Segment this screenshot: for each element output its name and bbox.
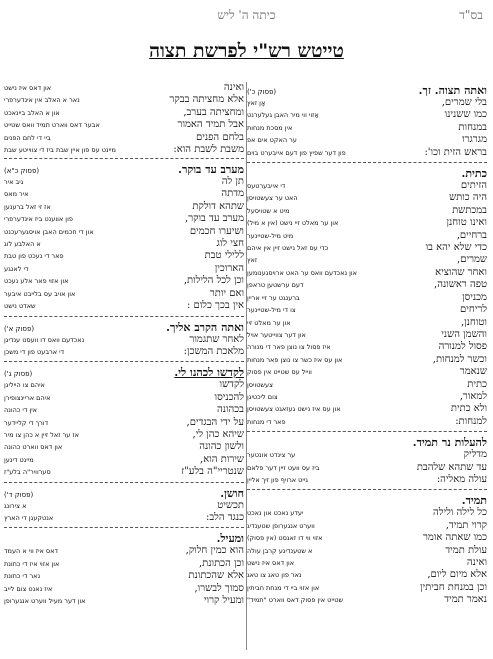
yiddish-translation: איר מאס	[4, 190, 29, 199]
translation-row	[247, 449, 487, 461]
verse-reference: (פסוק א')	[4, 324, 35, 333]
yiddish-translation: ווייל עס שטייט אין פסוק	[247, 368, 312, 377]
hebrew-phrase: תכשיט	[217, 499, 244, 511]
translation-row	[4, 132, 244, 144]
hebrew-phrase: כתית	[467, 378, 487, 390]
translation-row	[247, 391, 487, 403]
verse-section	[4, 487, 244, 529]
hebrew-phrase: בלחם הפנים	[196, 131, 244, 143]
yiddish-translation: פון אווענט ביז אינדערפרי	[4, 215, 73, 224]
translation-row	[247, 109, 487, 121]
section-heading	[247, 494, 487, 507]
translation-row	[247, 366, 487, 378]
translation-row	[247, 122, 487, 134]
yiddish-translation: און ער מאלט זיי	[247, 318, 291, 327]
translation-row	[247, 205, 487, 217]
hebrew-phrase: מערב עד בוקר,	[185, 213, 244, 225]
yiddish-translation: אַזוי ווי מיר האבן געלערנט	[247, 111, 319, 120]
verse-section	[247, 167, 487, 432]
yiddish-translation: און דאס איז נישט	[4, 84, 52, 92]
translation-row	[4, 188, 244, 200]
hebrew-phrase: מלאכת המשכן:	[183, 345, 244, 357]
hebrew-phrase: משבת לשבת הוא:	[173, 144, 244, 156]
section-title: תמיד.	[461, 494, 487, 508]
hebrew-phrase: ומעיל קרוי	[203, 595, 244, 606]
translation-row	[247, 403, 487, 415]
hebrew-phrase: למאור,	[459, 390, 487, 402]
translation-row	[4, 300, 244, 312]
hebrew-phrase: כל לילה ולילה	[433, 507, 487, 519]
translation-row	[247, 341, 487, 353]
verse-section	[4, 163, 244, 316]
verse-section	[247, 436, 487, 490]
yiddish-translation: ביז עס וועט זיין דער פלאם	[247, 463, 320, 472]
left-column	[4, 82, 247, 650]
verse-section	[247, 84, 487, 163]
yiddish-translation: און דער מעיל ווערט אנגערופן	[4, 597, 86, 605]
yiddish-translation: אין מסכת מנחות	[247, 123, 293, 132]
hebrew-phrase: וכן הכתונת,	[199, 557, 244, 569]
hebrew-phrase: בראש הזית וכו':	[424, 146, 487, 158]
section-heading	[4, 163, 244, 176]
yiddish-translation: אין די כהונה	[4, 406, 38, 415]
translation-row	[247, 217, 487, 229]
yiddish-translation: און דאס ווארט כהונה	[4, 443, 63, 452]
section-heading	[4, 366, 244, 379]
yiddish-translation: די לאנגע	[4, 264, 29, 273]
yiddish-translation: האט ער צעשטויסן	[247, 194, 298, 203]
yiddish-translation: איז פסול צו נוצן פאר די מנורה	[247, 343, 331, 352]
translation-row	[4, 595, 244, 607]
translation-row	[247, 230, 487, 242]
hebrew-phrase: פסול למנורה	[438, 341, 487, 353]
translation-row	[247, 507, 487, 519]
hebrew-phrase: וכן לכל הלילות,	[183, 275, 244, 287]
hebrew-phrase: הזיתים	[460, 180, 487, 192]
hebrew-phrase: לאחר שתגמור	[189, 333, 244, 345]
translation-row	[4, 238, 244, 250]
yiddish-translation: גייט ארויף פון זיך אליין	[247, 475, 308, 484]
hebrew-phrase: ושיערו חכמים	[189, 225, 244, 237]
yiddish-translation: און עס איז כשר צו נוצן פאר מנחות	[247, 355, 343, 364]
yiddish-translation: צו די מיל-שטיינער	[247, 306, 296, 315]
bsd-mark: בס"ד	[459, 8, 483, 22]
translation-row	[4, 512, 244, 524]
hebrew-phrase: ומחציתה בערב,	[183, 106, 244, 118]
translation-row	[247, 292, 487, 304]
hebrew-phrase: מדליק	[463, 449, 487, 461]
section-heading	[247, 84, 487, 97]
yiddish-translation: א צירונג	[4, 501, 27, 510]
translation-row	[247, 267, 487, 279]
section-title: ומעיל.	[216, 532, 244, 546]
translation-row	[4, 404, 244, 416]
translation-row	[247, 134, 487, 146]
hebrew-phrase: מגרגרו	[462, 134, 487, 146]
translation-row	[4, 144, 244, 155]
yiddish-translation: דורך די קליידער	[4, 418, 49, 427]
section-title: ואתה הקרב אליך.	[166, 320, 244, 334]
yiddish-translation: אזוי ווי דו זאגסט (אין פסוק)	[247, 534, 323, 543]
verse-section	[4, 532, 244, 610]
hebrew-phrase: היה כותש	[449, 192, 487, 204]
yiddish-translation: שטייט אין פסוק דאס ווארט "תמיד"	[247, 596, 344, 605]
hebrew-phrase: סמוך לבשרו,	[194, 582, 244, 594]
translation-row	[247, 462, 487, 474]
translation-row	[4, 119, 244, 131]
yiddish-translation: צעשטויסן	[247, 380, 273, 389]
yiddish-translation: א שטענדיגע קרבן עולה	[247, 546, 313, 555]
translation-row	[4, 288, 244, 300]
translation-row	[4, 500, 244, 512]
yiddish-translation: דאס איז ווי א העמד	[4, 547, 59, 556]
translation-row	[4, 441, 244, 453]
verse-reference: (פסוק ג')	[4, 370, 33, 379]
hebrew-phrase: שיהא כהן לי,	[192, 428, 244, 440]
yiddish-translation: פאר די נעכט פון טבת	[4, 252, 64, 261]
hebrew-phrase: וטוחנן,	[460, 316, 487, 328]
translation-row	[4, 429, 244, 441]
yiddish-translation: און א האלב ביינאכט	[4, 108, 60, 117]
hebrew-phrase: עד שתהא שלהבת	[416, 461, 487, 473]
hebrew-phrase: אלא מיום ליום,	[427, 569, 487, 581]
hebrew-phrase: מכניסן	[462, 291, 487, 303]
hebrew-phrase: כמו ששנינו	[444, 109, 487, 121]
yiddish-translation: און אזוי ביי די מנחת חביתין	[247, 583, 320, 592]
yiddish-translation: פון דער שפיץ פון דעם אייבערט בוים	[247, 148, 346, 157]
hebrew-phrase: בכהונה	[216, 404, 244, 416]
translation-row	[4, 94, 244, 106]
yiddish-translation: און אויב עס בלייבט איבער	[4, 289, 76, 298]
translation-row	[4, 392, 244, 404]
yiddish-translation: אנטקעגן די הארץ	[4, 513, 54, 522]
hebrew-phrase: נאמר תמיד	[444, 594, 487, 606]
verse-reference: (פסוק כ')	[247, 88, 277, 96]
yiddish-translation: דעם ערשטען טראפן	[247, 281, 304, 290]
translation-row	[247, 304, 487, 316]
hebrew-phrase: ואם יותר	[209, 287, 244, 299]
translation-row	[4, 346, 244, 358]
section-heading	[247, 436, 487, 449]
section-title: לקדשו לכהנו לי.	[174, 366, 244, 380]
yiddish-translation: איהם צו הייליגן	[4, 381, 45, 390]
hebrew-phrase: שנאמר	[459, 366, 487, 378]
section-title: להעלות נר תמיד.	[412, 436, 487, 450]
hebrew-phrase: כדי שלא יהא בו	[425, 242, 487, 254]
yiddish-translation: און דער צווייטער אויל	[247, 330, 306, 339]
hebrew-phrase: ואינה	[223, 82, 244, 93]
translation-row	[247, 180, 487, 192]
hebrew-phrase: ואינו טוחנן	[446, 217, 487, 229]
translation-row	[247, 354, 487, 366]
translation-row	[4, 263, 244, 275]
hebrew-phrase: ללילי טבת	[204, 250, 244, 262]
hebrew-phrase: אלא מחציתה בבקר	[169, 94, 244, 106]
translation-row	[4, 275, 244, 287]
yiddish-translation: נאר א האלב אין אינדערפרי	[4, 96, 80, 105]
section-title: מערב עד בוקר.	[178, 163, 244, 177]
hebrew-phrase: ואינה	[466, 557, 487, 568]
translation-row	[247, 545, 487, 557]
right-column	[247, 82, 487, 614]
hebrew-phrase: עולה מאליה:	[436, 473, 487, 485]
translation-row	[4, 250, 244, 262]
yiddish-translation: א האלבע לוג	[4, 240, 41, 249]
yiddish-translation: און עס איז נישט געזאגט צעשטויסן	[247, 405, 341, 414]
translation-row	[4, 107, 244, 119]
yiddish-translation: אז זי זאל ברענען	[4, 202, 51, 211]
yiddish-translation: איהם אריינצופירן	[4, 393, 51, 402]
translation-row	[247, 97, 487, 109]
yiddish-translation: נאכדעם וואס דו וועסט ענדיגן	[4, 335, 85, 344]
section-heading	[4, 487, 244, 500]
hebrew-phrase: שירות הוא,	[200, 453, 244, 465]
hebrew-phrase: תן לה	[221, 176, 244, 188]
yiddish-translation: און די חכמים האבן אויסגערעכנט	[4, 227, 94, 236]
translation-row	[4, 545, 244, 557]
hebrew-phrase: שמרים,	[457, 254, 487, 266]
yiddish-translation: שאדט נישט	[4, 302, 36, 311]
translation-row	[4, 583, 244, 595]
translation-row	[247, 279, 487, 291]
translation-row	[247, 594, 487, 606]
yiddish-translation: ברענגט ער זיי אריין	[247, 293, 300, 302]
translation-row	[4, 454, 244, 466]
yiddish-translation: זאץ	[247, 256, 258, 265]
translation-row	[4, 558, 244, 570]
page-title-text: טייטש רש"י לפרשת תצוה	[149, 40, 344, 62]
yiddish-translation: נאר פון טאג צו טאג	[247, 571, 302, 580]
yiddish-translation: די אייבערטעס	[247, 182, 286, 191]
translation-row	[247, 192, 487, 204]
hebrew-phrase: ברחיים,	[456, 229, 487, 241]
verse-reference: (פסוק כ"א)	[4, 167, 40, 176]
yiddish-translation: און אזוי פאר אלע נעכט	[4, 277, 69, 286]
hebrew-phrase: ואחר שהוציא	[435, 266, 487, 278]
yiddish-translation: מיינט דינען	[4, 455, 34, 464]
verse-section	[4, 366, 244, 482]
translation-row	[247, 532, 487, 544]
translation-row	[4, 570, 244, 582]
hebrew-phrase: בלי שמרים,	[441, 97, 487, 108]
verse-section	[4, 321, 244, 363]
section-title: ואתה תצוה. זך.	[418, 84, 487, 97]
translation-row	[247, 147, 487, 159]
hebrew-phrase: אלא שהכתונת	[188, 570, 244, 582]
translation-row	[4, 334, 244, 346]
yiddish-translation: סערוויר"ה בלע"ז	[4, 468, 51, 477]
yiddish-translation: צום ליכטיגן	[247, 392, 278, 401]
yiddish-translation: אָן זאץ	[247, 99, 266, 107]
hebrew-phrase: לריחים	[460, 304, 487, 316]
yiddish-translation: יעדע נאכט און נאכט	[247, 509, 304, 518]
yiddish-translation: כדי עס זאל נישט זיין אין איהם	[247, 244, 329, 253]
hebrew-phrase: להכניסו	[214, 391, 244, 403]
hebrew-phrase: וכשר למנחות,	[432, 353, 487, 365]
yiddish-translation: און אזוי איז די כתונת	[4, 559, 60, 568]
section-heading	[4, 532, 244, 545]
yiddish-translation: ער האקט אים אפ	[247, 136, 297, 145]
hebrew-phrase: וכן במנחת חביתין	[420, 581, 487, 593]
translation-row	[247, 569, 487, 581]
section-title: חושן.	[220, 486, 244, 500]
section-heading	[4, 321, 244, 334]
translation-row	[4, 82, 244, 94]
hebrew-phrase: ולשון כהונה	[199, 441, 244, 453]
hebrew-phrase: אבל תמיד האמור	[177, 119, 244, 131]
yiddish-translation: און ער מאלט זיי נישט (אין א מיל)	[247, 219, 339, 228]
hebrew-phrase: לקדשו	[219, 379, 244, 391]
translation-row	[4, 466, 244, 478]
yiddish-translation: אז ער זאל זיין א כהן צו מיר	[4, 430, 79, 439]
yiddish-translation: ער צינדט אונטער	[247, 451, 296, 460]
yiddish-translation: מיט א שטויסעל	[247, 206, 290, 215]
hebrew-phrase: שתהא דולקת	[192, 200, 244, 212]
yiddish-translation: אבער דאס ווארט תמיד וואס שטייט	[4, 121, 100, 130]
yiddish-translation: מיט מיל-שטיינער	[247, 231, 294, 240]
hebrew-phrase: ולא כתית	[450, 403, 487, 415]
verse-section	[247, 494, 487, 609]
translation-row	[247, 317, 487, 329]
hebrew-phrase: למנחות:	[455, 415, 487, 427]
translation-row	[4, 213, 244, 225]
yiddish-translation: די ארבעט פון די משכן	[4, 347, 65, 356]
hebrew-phrase: במנחות	[458, 121, 487, 133]
yiddish-translation: נאר די כתונת	[4, 572, 41, 581]
hebrew-phrase: הוא כמין חלוק,	[185, 545, 244, 557]
translation-row	[4, 379, 244, 391]
translation-row	[4, 417, 244, 429]
yiddish-translation: און דאס איז נישט	[247, 559, 295, 567]
translation-row	[4, 201, 244, 213]
translation-row	[247, 242, 487, 254]
yiddish-translation: מיינט עס פון איין שבת ביז די צווייטע שבת	[4, 146, 116, 155]
yiddish-translation: און נאכדעם וואס ער האט ארויסגענומען	[247, 268, 358, 277]
hebrew-phrase: על ידי הבגדים,	[186, 416, 244, 428]
hebrew-phrase: עולת תמיד	[445, 544, 487, 556]
page-title	[0, 40, 493, 63]
translation-row	[247, 557, 487, 569]
hebrew-phrase: קרוי תמיד,	[445, 519, 487, 531]
hebrew-phrase: טפה ראשונה,	[434, 279, 487, 291]
yiddish-translation: גיב איר	[4, 178, 24, 187]
class-label: כיתה ה' ליש	[217, 8, 276, 22]
verse-section	[4, 82, 244, 159]
hebrew-phrase: אין בכך כלום :	[186, 300, 244, 312]
section-heading	[247, 167, 487, 180]
hebrew-phrase: חצי לוג	[216, 238, 244, 250]
translation-row	[247, 416, 487, 428]
hebrew-phrase: הארוכין	[214, 262, 244, 274]
hebrew-phrase: כנגד הלב:	[205, 511, 244, 523]
translation-row	[247, 474, 487, 486]
hebrew-phrase: כמו שאתה אומר	[422, 532, 487, 544]
translation-row	[4, 176, 244, 188]
yiddish-translation: ביי די לחם הפנים	[4, 133, 51, 142]
header-row	[0, 6, 493, 24]
hebrew-phrase: מדתה	[221, 188, 244, 200]
translation-row	[247, 254, 487, 266]
translation-row	[247, 520, 487, 532]
yiddish-translation: איז נאנט צום לייב	[4, 584, 53, 593]
hebrew-phrase: במכתשת	[452, 204, 487, 216]
hebrew-phrase: והשמן השני	[441, 328, 487, 340]
translation-row	[247, 582, 487, 594]
section-title: כתית.	[461, 167, 487, 181]
translation-row	[4, 226, 244, 238]
translation-row	[247, 329, 487, 341]
yiddish-translation: ווערט אנגערופן שטענדיג	[247, 521, 315, 530]
verse-reference: (פסוק ד')	[4, 490, 34, 499]
yiddish-translation: פאר די מנחות	[247, 417, 286, 426]
hebrew-phrase: שנטריי"ה בלע"ז	[181, 466, 244, 478]
translation-row	[247, 379, 487, 391]
